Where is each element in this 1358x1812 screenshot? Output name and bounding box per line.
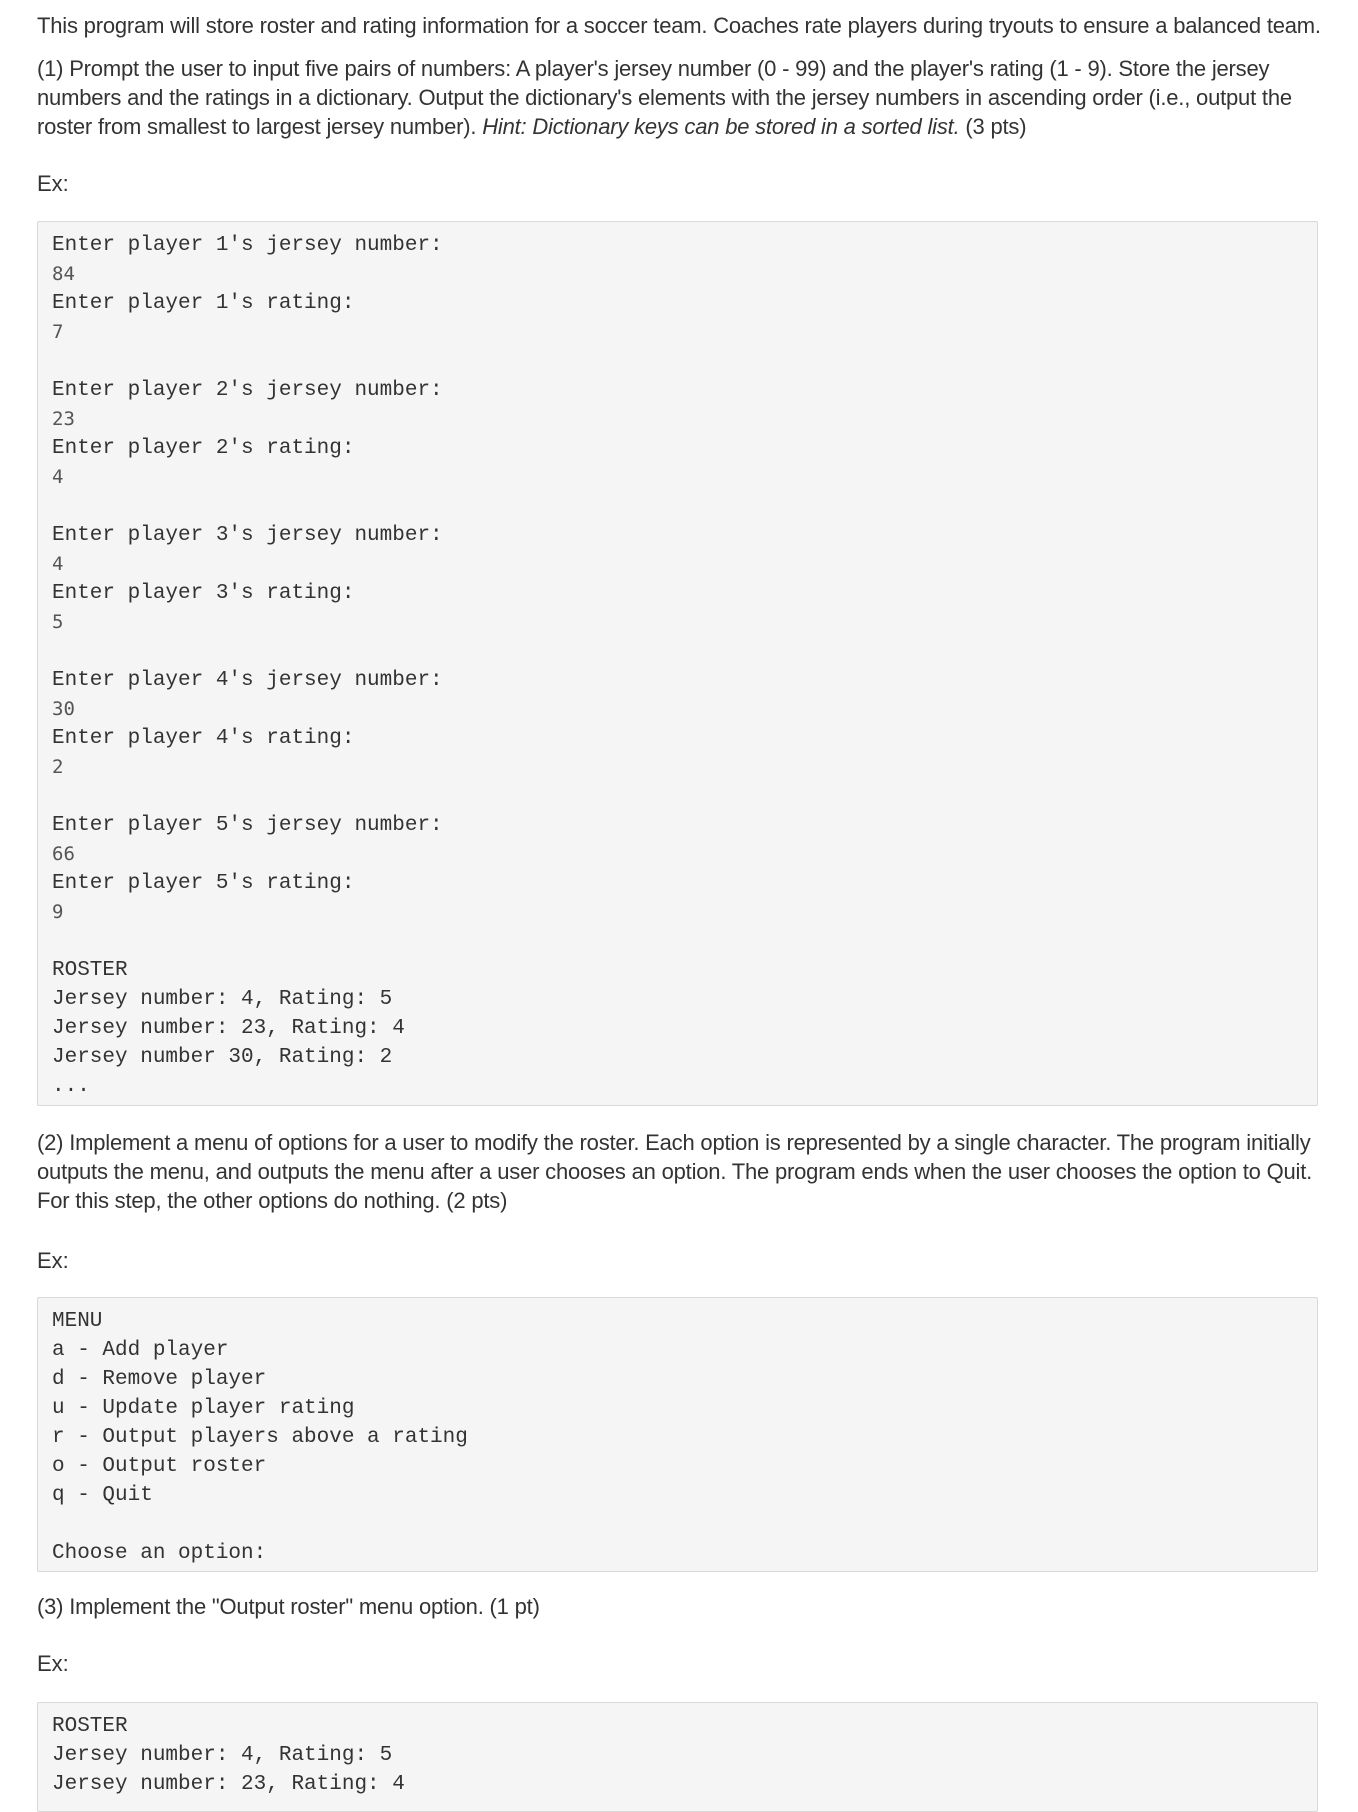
example-label-2: Ex: [37, 1248, 69, 1273]
code-output-line: a - Add player [52, 1339, 229, 1362]
code-blank-line [52, 927, 1303, 956]
code-output-line: Enter player 3's jersey number: [52, 524, 443, 547]
step1-paragraph [37, 54, 1327, 141]
step2-paragraph: (2) Implement a menu of options for a user to modify the roster. Each option is represented by a single character. The program initially outputs the menu, and outputs the menu after a user chooses an option. The program ends when the user chooses the option to Quit. For this step, the other options do nothing. (2 pts) [37, 1130, 1313, 1213]
code-output-line: Enter player 2's rating: [52, 437, 355, 460]
code-output-line: Jersey number: 23, Rating: 4 [52, 1017, 405, 1040]
example-label-1: Ex: [37, 171, 69, 196]
code-output-line: u - Update player rating [52, 1397, 355, 1420]
code-output-line: q - Quit [52, 1484, 153, 1507]
example-code-block-1 [37, 221, 1318, 1106]
code-output-line: Enter player 3's rating: [52, 582, 355, 605]
code-blank-line [52, 637, 1303, 666]
code-input-line: 9 [52, 901, 64, 923]
code-output-line: Choose an option: [52, 1542, 267, 1565]
code-input-line: 23 [52, 408, 75, 430]
code-output-line: Jersey number: 23, Rating: 4 [52, 1773, 405, 1796]
code-input-line: 66 [52, 843, 75, 865]
step1-text: (1) Prompt the user to input five pairs of numbers: A player's jersey number (0 - 99) and the player's rating (1 - 9). Store the jersey numbers and the ratings in a dictionary. Output the dictionary's elements with the jersey numbers in ascending order (i.e., output the roster from smallest to largest jersey number). [37, 56, 1292, 139]
code-input-line: 30 [52, 698, 75, 720]
code-input-line: 4 [52, 553, 64, 575]
code-output-line: ... [52, 1075, 90, 1098]
code-output-line: ROSTER [52, 959, 128, 982]
code-output-line: Enter player 5's jersey number: [52, 814, 443, 837]
code-output-line: Jersey number 30, Rating: 2 [52, 1046, 393, 1069]
code-output-line: o - Output roster [52, 1455, 267, 1478]
code-input-line: 2 [52, 756, 64, 778]
intro-paragraph: This program will store roster and rating information for a soccer team. Coaches rate players during tryouts to ensure a balanced team. [37, 13, 1321, 38]
code-output-line: Jersey number: 4, Rating: 5 [52, 988, 393, 1011]
code-blank-line [52, 347, 1303, 376]
code-output-line: d - Remove player [52, 1368, 267, 1391]
code-output-line: Enter player 1's rating: [52, 292, 355, 315]
code-input-line: 7 [52, 321, 64, 343]
code-input-line: 84 [52, 263, 75, 285]
code-output-line: r - Output players above a rating [52, 1426, 468, 1449]
step1-hint: Hint: Dictionary keys can be stored in a sorted list. [482, 114, 960, 139]
step1-points: (3 pts) [959, 114, 1027, 139]
code-blank-line [52, 492, 1303, 521]
code-output-line: MENU [52, 1310, 103, 1333]
code-output-line: ROSTER [52, 1715, 128, 1738]
code-blank-line [52, 1510, 1303, 1539]
example-code-block-2 [37, 1297, 1318, 1572]
code-output-line: Enter player 1's jersey number: [52, 234, 443, 257]
code-output-line: Enter player 4's jersey number: [52, 669, 443, 692]
code-input-line: 4 [52, 466, 64, 488]
code-output-line: Enter player 5's rating: [52, 872, 355, 895]
code-output-line: Jersey number: 4, Rating: 5 [52, 1744, 393, 1767]
code-blank-line [52, 782, 1303, 811]
step3-paragraph: (3) Implement the "Output roster" menu option. (1 pt) [37, 1594, 540, 1619]
example-code-block-3 [37, 1702, 1318, 1812]
example-label-3: Ex: [37, 1651, 69, 1676]
code-output-line: Enter player 2's jersey number: [52, 379, 443, 402]
code-input-line: 5 [52, 611, 64, 633]
code-output-line: Enter player 4's rating: [52, 727, 355, 750]
